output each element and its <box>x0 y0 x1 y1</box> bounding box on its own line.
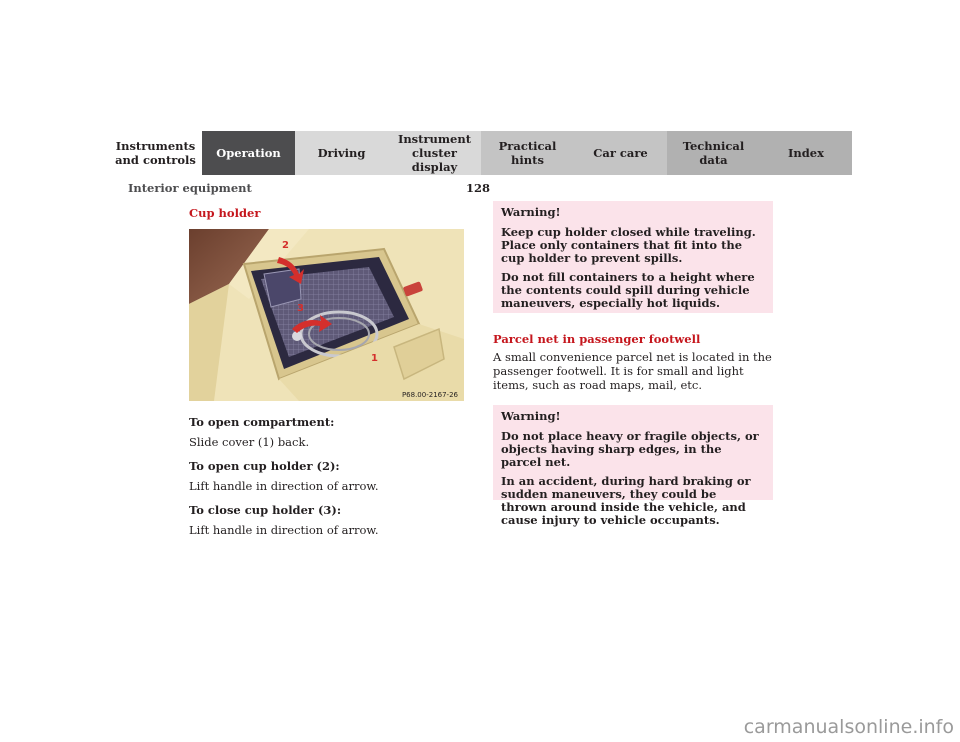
chapter-tabs <box>109 131 852 175</box>
tab-car-care[interactable]: Car care <box>574 131 667 175</box>
section-title: Interior equipment <box>128 181 252 195</box>
warning-box-cup-holder <box>493 201 773 313</box>
figure-label: P68.00-2167-26 <box>401 391 458 399</box>
step-text: Lift handle in direction of arrow. <box>189 523 379 537</box>
callout-1: 1 <box>371 353 378 364</box>
step-title: To close cup holder (3): <box>189 503 342 517</box>
tab-operation[interactable]: Operation <box>202 131 295 175</box>
step-text: Lift handle in direction of arrow. <box>189 479 379 493</box>
tab-driving[interactable]: Driving <box>295 131 388 175</box>
cup-holder-illustration <box>189 229 464 401</box>
step-text: Slide cover (1) back. <box>189 435 310 449</box>
cup-holder-instructions <box>189 415 469 547</box>
callout-2: 2 <box>282 240 289 251</box>
parcel-net-description: A small convenience parcel net is located in the passenger footwell. It is for small and light items, such as road maps, mail, etc. <box>493 350 772 392</box>
tab-index[interactable]: Index <box>760 131 852 175</box>
warning-box-parcel-net <box>493 405 773 527</box>
step-title: To open cup holder (2): <box>189 459 340 473</box>
cup-holder-heading: Cup holder <box>189 206 261 220</box>
warning-text: In an accident, during hard braking or sudden maneuvers, they could be thrown around inside the vehicle, and cause injury to vehicle occupants. <box>501 474 751 527</box>
callout-3: 3 <box>297 303 304 314</box>
page-number: 128 <box>466 181 491 195</box>
watermark: carmanualsonline.info <box>743 716 954 738</box>
tab-technical-data[interactable]: Technical data <box>667 131 760 175</box>
parcel-net-heading: Parcel net in passenger footwell <box>493 332 701 346</box>
step-title: To open compartment: <box>189 415 335 429</box>
warning-title: Warning! <box>501 409 561 423</box>
warning-text: Do not fill containers to a height where the contents could spill during vehicle maneuvers, especially hot liquids. <box>501 270 755 310</box>
tab-instrument-cluster-display[interactable]: Instrument cluster display <box>388 131 481 175</box>
tab-instruments-and-controls[interactable]: Instruments and controls <box>115 139 196 167</box>
console-drawing <box>189 229 464 401</box>
warning-title: Warning! <box>501 205 561 219</box>
tab-practical-hints[interactable]: Practical hints <box>481 131 574 175</box>
warning-text: Keep cup holder closed while traveling. Place only containers that fit into the cup holder to prevent spills. <box>501 225 756 265</box>
warning-text: Do not place heavy or fragile objects, or objects having sharp edges, in the parcel net. <box>501 429 759 469</box>
